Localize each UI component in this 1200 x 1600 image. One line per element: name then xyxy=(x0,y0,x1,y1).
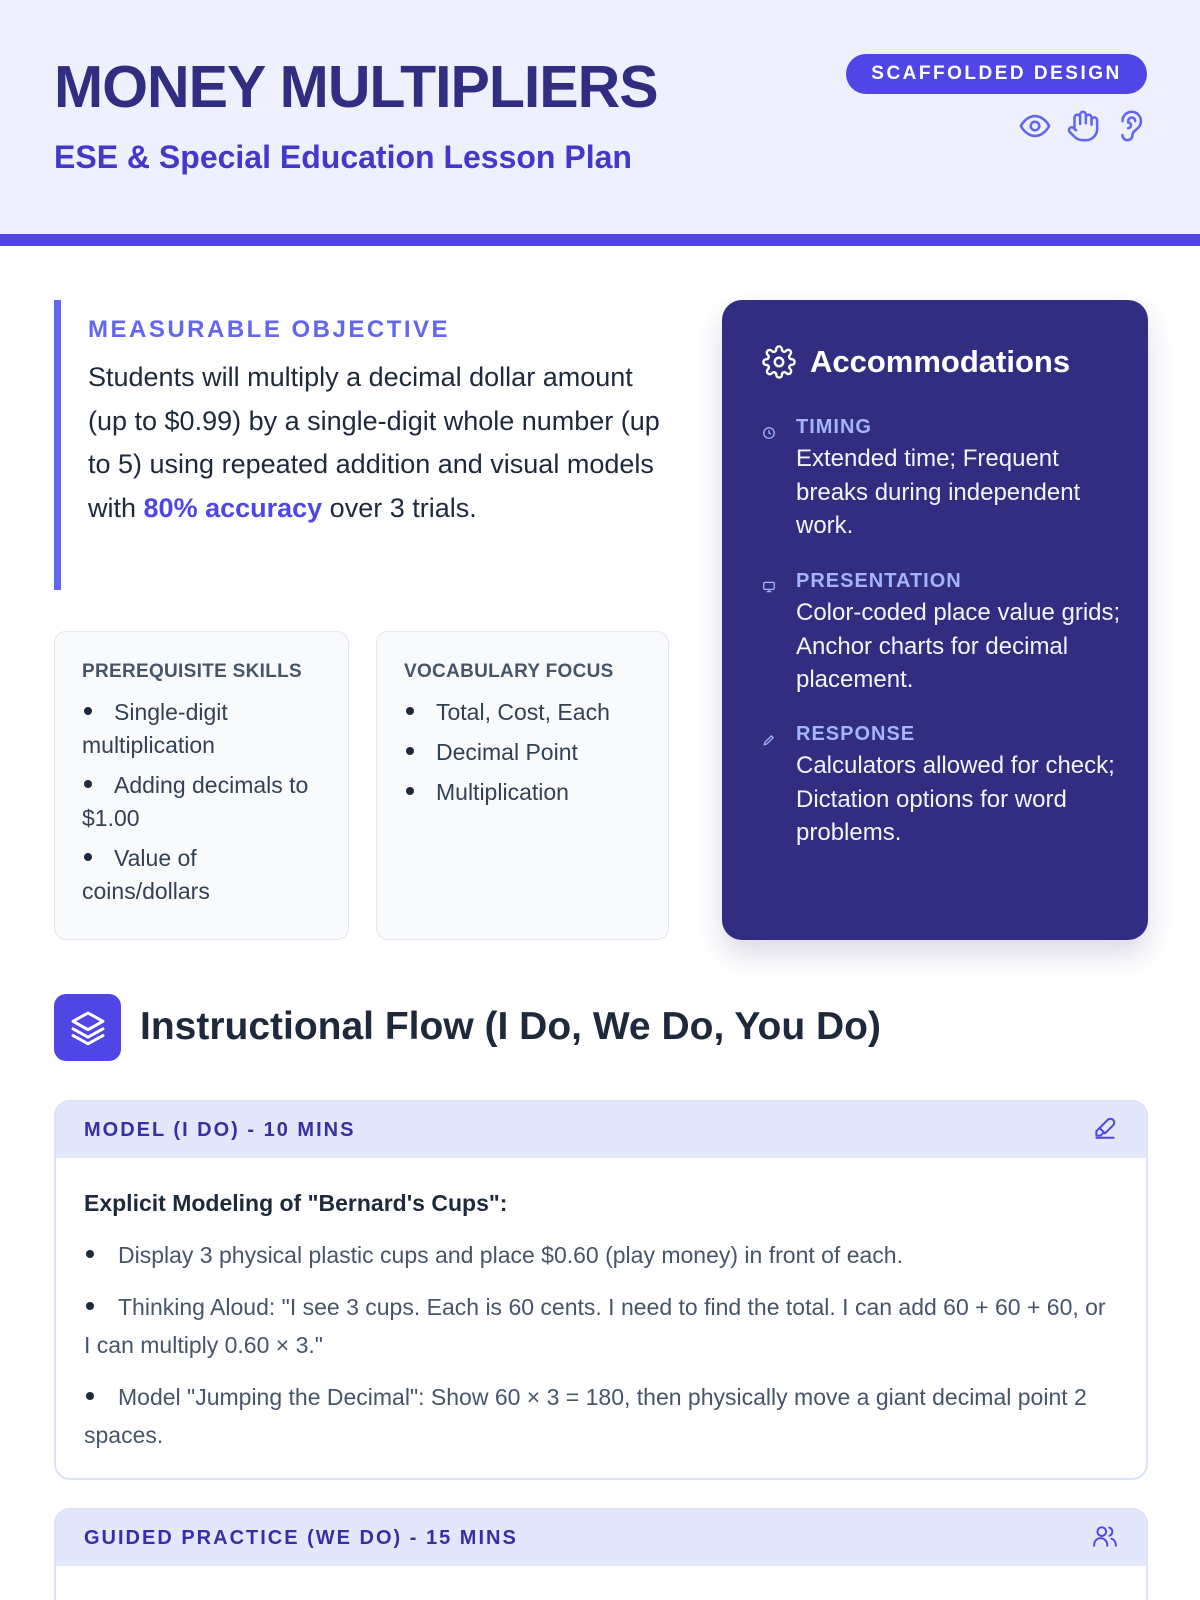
flow-card-label: GUIDED PRACTICE (WE DO) - 15 MINS xyxy=(84,1526,518,1549)
vocabulary-focus-card xyxy=(376,631,669,940)
list-item: Multiplication xyxy=(404,776,642,809)
list-item: Value of coins/dollars xyxy=(82,845,210,904)
pen-icon xyxy=(762,733,776,747)
clock-icon xyxy=(762,426,776,440)
accommodations-title: Accommodations xyxy=(810,344,1071,379)
accuracy-highlight: 80% accuracy xyxy=(143,492,323,523)
accessibility-icons xyxy=(1018,106,1148,146)
card-title: VOCABULARY FOCUS xyxy=(404,661,614,682)
card-title: PREREQUISITE SKILLS xyxy=(82,661,303,682)
eye-icon xyxy=(1018,109,1052,143)
page-title: MONEY MULTIPLIERS xyxy=(54,54,658,120)
list-item: Single-digit multiplication xyxy=(82,699,228,758)
header-divider xyxy=(0,234,1200,246)
vocabulary-list xyxy=(404,696,642,809)
flow-card-header xyxy=(56,1510,1146,1566)
accommodations-panel xyxy=(722,300,1148,940)
page-subtitle: ESE & Special Education Lesson Plan xyxy=(54,139,632,175)
objective-text: Students will multiply a decimal dollar amount (up to $0.99) by a single-digit whole number (up to 5) using repeated addition and visual models with 80% accuracy over 3 trials. xyxy=(88,362,660,523)
objective-label: MEASURABLE OBJECTIVE xyxy=(88,316,451,343)
layers-icon xyxy=(54,994,121,1061)
model-steps-list xyxy=(84,1236,1118,1454)
page-header xyxy=(0,0,1200,234)
prerequisite-list xyxy=(82,696,322,908)
list-item: Display 3 physical plastic cups and place $0.60 (play money) in front of each. xyxy=(84,1236,1118,1274)
accommodation-timing xyxy=(762,414,1122,543)
microphone-icon xyxy=(1092,1115,1118,1146)
accommodations-header xyxy=(762,342,1070,382)
flow-card-body xyxy=(56,1158,1146,1454)
gear-icon xyxy=(762,345,796,379)
list-item: Model "Jumping the Decimal": Show 60 × 3 = 180, then physically move a giant decimal point 2 spaces. xyxy=(84,1384,1087,1448)
accommodation-response xyxy=(762,721,1122,850)
list-item: Adding decimals to $1.00 xyxy=(82,772,309,831)
accommodation-presentation xyxy=(762,568,1122,697)
guided-practice-we-do-card xyxy=(54,1508,1148,1600)
flow-card-header xyxy=(56,1102,1146,1158)
flow-card-label: MODEL (I DO) - 10 MINS xyxy=(84,1118,356,1141)
hand-icon xyxy=(1066,109,1100,143)
ear-icon xyxy=(1114,109,1148,143)
prerequisite-skills-card xyxy=(54,631,349,940)
accommodation-text: Calculators allowed for check; Dictation options for word problems. xyxy=(796,752,1115,846)
model-i-do-card xyxy=(54,1100,1148,1480)
accommodation-text: Extended time; Frequent breaks during independent work. xyxy=(796,445,1081,539)
accommodation-label: TIMING xyxy=(796,416,872,438)
flow-subheading: Explicit Modeling of "Bernard's Cups": xyxy=(84,1190,508,1216)
list-item: Decimal Point xyxy=(404,736,642,769)
accommodation-label: PRESENTATION xyxy=(796,570,962,592)
list-item: Total, Cost, Each xyxy=(404,696,642,729)
accommodation-label: RESPONSE xyxy=(796,723,916,745)
section-title: Instructional Flow (I Do, We Do, You Do) xyxy=(140,1005,881,1048)
display-icon xyxy=(762,580,776,594)
users-icon xyxy=(1092,1523,1118,1554)
accommodation-text: Color-coded place value grids; Anchor charts for decimal placement. xyxy=(796,599,1121,693)
objective-block xyxy=(54,300,668,590)
design-badge: SCAFFOLDED DESIGN xyxy=(846,54,1147,94)
list-item: Thinking Aloud: "I see 3 cups. Each is 60 cents. I need to find the total. I can add 60 + 60 + 60, or I can multiply 0.60 × 3." xyxy=(84,1294,1106,1358)
